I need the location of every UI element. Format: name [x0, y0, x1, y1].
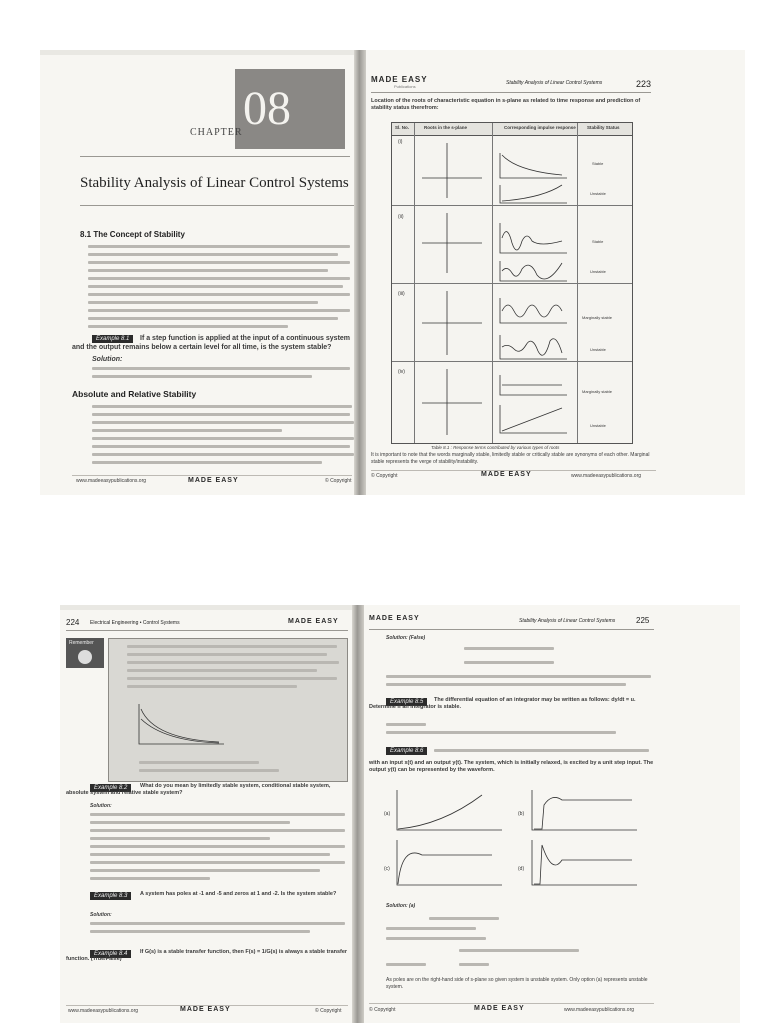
svg-text:(b): (b) [518, 811, 525, 817]
page-right-top [366, 50, 745, 495]
header-brand: MADE EASY [371, 75, 428, 84]
solution-false: Solution: (False) [386, 635, 426, 641]
remember-icon [78, 650, 92, 664]
example-8-2-text: What do you mean by limitedly stable system, conditional stable system, absolute system and relative stable system? [66, 783, 331, 797]
example-8-2-label: Example 8.2 [90, 784, 131, 792]
running-title: Stability Analysis of Linear Control Systems [506, 80, 603, 86]
bottom-spread [60, 605, 740, 1023]
example-8-1-label: Example 8.1 [92, 335, 133, 343]
chapter-label: CHAPTER [190, 127, 243, 138]
svg-text:(d): (d) [518, 866, 525, 872]
svg-text:(c): (c) [384, 866, 390, 872]
footer-copyright: © Copyright [315, 1008, 342, 1014]
example-8-3-label: Example 8.3 [90, 892, 131, 900]
chapter-number: 08 [243, 82, 291, 135]
example-8-4-label: Example 8.4 [90, 950, 131, 958]
status-cell: Unstable [590, 347, 606, 352]
status-cell: Unstable [590, 269, 606, 274]
page-number: 224 [66, 618, 80, 627]
footer-url: www.madeeasypublications.org [68, 1008, 139, 1014]
example-8-3-text: A system has poles at -1 and -5 and zeros at 1 and -2. Is the system stable? [140, 891, 337, 897]
title-rule [80, 205, 355, 206]
gutter-bottom [352, 605, 364, 1023]
status-cell: Unstable [590, 191, 606, 196]
footer-brand: MADE EASY [180, 1006, 231, 1013]
section-heading: 8.1 The Concept of Stability [80, 230, 185, 239]
footer-url: www.madeeasypublications.org [76, 478, 147, 484]
solution-label: Solution: [90, 803, 112, 809]
header-rule [66, 630, 348, 631]
example-8-6-label: Example 8.6 [386, 747, 427, 755]
page-right-bottom [364, 605, 740, 1023]
header-brand: MADE EASY [369, 615, 420, 622]
table-intro: Location of the roots of characteristic equation in s-plane as related to time response and prediction of stability status therefrom: [371, 98, 641, 112]
footer-url: www.madeeasypublications.org [571, 473, 642, 479]
table-header-response: Corresponding impulse response [504, 125, 576, 130]
example-8-6-text: with an input x(t) and an output y(t). The system, which is initially relaxed, is excited by a unit step input. The output y(t) can be represented by the waveform. [369, 760, 654, 774]
table-note: It is important to note that the words marginally stable, limitedly stable or critically stable are synonyms of each other. Marginal stable represents the verge of stability/instability. [371, 452, 650, 465]
header-rule [369, 629, 654, 630]
footer-copyright: © Copyright [371, 473, 398, 479]
example-8-1-text: If a step function is applied at the input of a continuous system and the output remains below a certain level for all time, is the system stable? [72, 335, 351, 352]
example-8-5-label: Example 8.5 [386, 698, 427, 706]
page-left-top [40, 55, 358, 495]
footer-copyright: © Copyright [325, 478, 352, 484]
svg-text:(iii): (iii) [398, 291, 405, 297]
response-sketches [392, 123, 632, 443]
remember-label: Remember [69, 640, 94, 646]
status-cell: Stable [592, 239, 604, 244]
table-header-status: Stability Status [587, 125, 620, 130]
example-8-4-text: If G(s) is a stable transfer function, then F(s) = 1/G(s) is always a stable transfer function. (True/False) [66, 949, 348, 963]
running-title: Electrical Engineering • Control Systems [90, 620, 180, 626]
stability-table [391, 122, 633, 444]
chapter-title: Stability Analysis of Linear Control Systems [80, 175, 349, 191]
footer-brand: MADE EASY [481, 471, 532, 478]
solution-label: Solution: [92, 356, 123, 363]
table-header-sl: Sl. No. [395, 125, 410, 130]
page-number: 225 [636, 616, 650, 625]
remember-box [108, 638, 348, 782]
svg-text:(ii): (ii) [398, 214, 404, 220]
page-number: 223 [636, 79, 652, 89]
footer-url: www.madeeasypublications.org [564, 1007, 635, 1013]
header-brand-sub: Publications [394, 84, 416, 89]
subsection-heading: Absolute and Relative Stability [72, 389, 197, 399]
footer-brand: MADE EASY [188, 477, 239, 484]
footer-copyright: © Copyright [369, 1007, 396, 1013]
svg-text:(a): (a) [384, 811, 391, 817]
solution-conclusion: As poles are on the right-hand side of s-plane so given system is unstable system. Only option (a) represents unstable system. [386, 977, 648, 990]
table-caption: Table 8.1 : Response terms contributed by various types of roots [431, 445, 560, 450]
header-rule [371, 92, 651, 93]
svg-text:(i): (i) [398, 139, 403, 145]
chapter-rule [80, 156, 350, 157]
footer-brand: MADE EASY [474, 1005, 525, 1012]
remember-graph [129, 699, 229, 754]
solution-a: Solution: (a) [386, 903, 416, 909]
example-8-5-text: The differential equation of an integrator may be written as follows: dy/dt = u. Determine if an integrator is stable. [369, 697, 636, 711]
running-title: Stability Analysis of Linear Control Systems [519, 618, 616, 624]
status-cell: Marginally stable [582, 315, 613, 320]
status-cell: Unstable [590, 423, 606, 428]
page-left-bottom [60, 610, 354, 1023]
header-brand: MADE EASY [288, 618, 339, 625]
table-header-roots: Roots in the s-plane [424, 125, 468, 130]
waveform-options [382, 785, 652, 890]
solution-label: Solution: [90, 912, 112, 918]
top-spread [40, 50, 745, 495]
status-cell: Stable [592, 161, 604, 166]
svg-text:(iv): (iv) [398, 369, 405, 375]
status-cell: Marginally stable [582, 389, 613, 394]
gutter-top [354, 50, 366, 495]
